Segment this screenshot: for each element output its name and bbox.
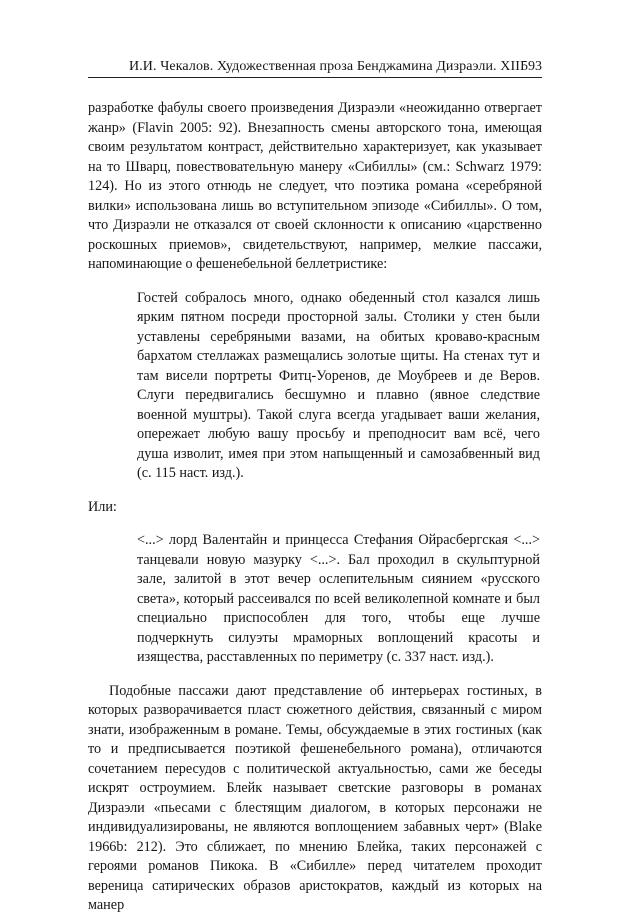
body-text [88,99,542,916]
page-number: 593 [521,59,542,74]
running-head [88,57,542,78]
spacer [88,275,542,289]
spacer [88,517,542,531]
spacer [88,484,542,498]
running-head-title: И.И. Чекалов. Художественная проза Бенджамина Дизраэли. XIII [129,59,525,74]
connector-text: Или: [88,498,117,515]
block-quote-banquet: Гостей собралось много, однако обеденный стол казался лишь ярким пятном посреди просторной залы. Столики у стен были уставлены серебряными вазами, на обитых кроваво-красным бархатом стеллажах размещались золотые щиты. На стенах тут и там висели портреты Фитц-Уоренов, де Моубреев и де Веров. Слуги передвигались бесшумно и плавно (явное следствие военной муштры). Такой слуга всегда угадывает ваши желания, опережает любую вашу просьбу и преподносит вам всё, чего душа изволит, имея при этом напыщенный и самозабвенный вид (с. 115 наст. изд.). [137,289,540,481]
paragraph-continuation: разработке фабулы своего произведения Дизраэли «неожиданно отвергает жанр» (Flavin 2005: 92). Внезапность смены авторского тона, имеющая своим результатом контраст, действительно характеризует, как указывает на то Шварц, повествовательную манеру «Сибиллы» (см.: Schwarz 1979: 124). Но из этого отнюдь не следует, что поэтика романа «серебряной вилки» использована лишь во вступительном эпизоде «Сибиллы». О том, что Дизраэли не отказался от своей склонности к описанию «царственно роскошных приемов», свидетельствуют, например, мелкие пассажи, напоминающие о фешенебельной беллетристике: [88,100,542,272]
paragraph-drawing-rooms: Подобные пассажи дают представление об интерьерах гостиных, в которых разворачивается пласт сюжетного действия, связанный с миром знати, изображенным в романе. Темы, обсуждаемые в этих гостиных (как то и предписывается поэтикой фешенебельного романа), отличаются сочетанием пересудов с политической актуальностью, сами же беседы искрят остроумием. Блейк называет светские разговоры в романах Дизраэли «пьесами с блестящим диалогом, в которых персонажи не индивидуализированы, не являются воплощением забавных черт» (Blake 1966b: 212). Это сближает, по мнению Блейка, таких персонажей с героями романов Пикока. В «Сибилле» перед читателем проходит вереница сатирических образов аристократов, каждый из которых на манер [88,682,542,913]
spacer [88,668,542,682]
block-quote-ball: <...> лорд Валентайн и принцесса Стефания Ойрасбергская <...> танцевали новую мазурку <...>. Бал проходил в скульптурной зале, залитой в этот вечер ослепительным сиянием «русского света», который рассеивался по всей великолепной комнате и был специально приспособлен для того, чтобы еще лучше подчеркнуть силуэты мраморных воплощений красоты и изящества, расставленных по периметру (с. 337 наст. изд.). [137,532,540,665]
